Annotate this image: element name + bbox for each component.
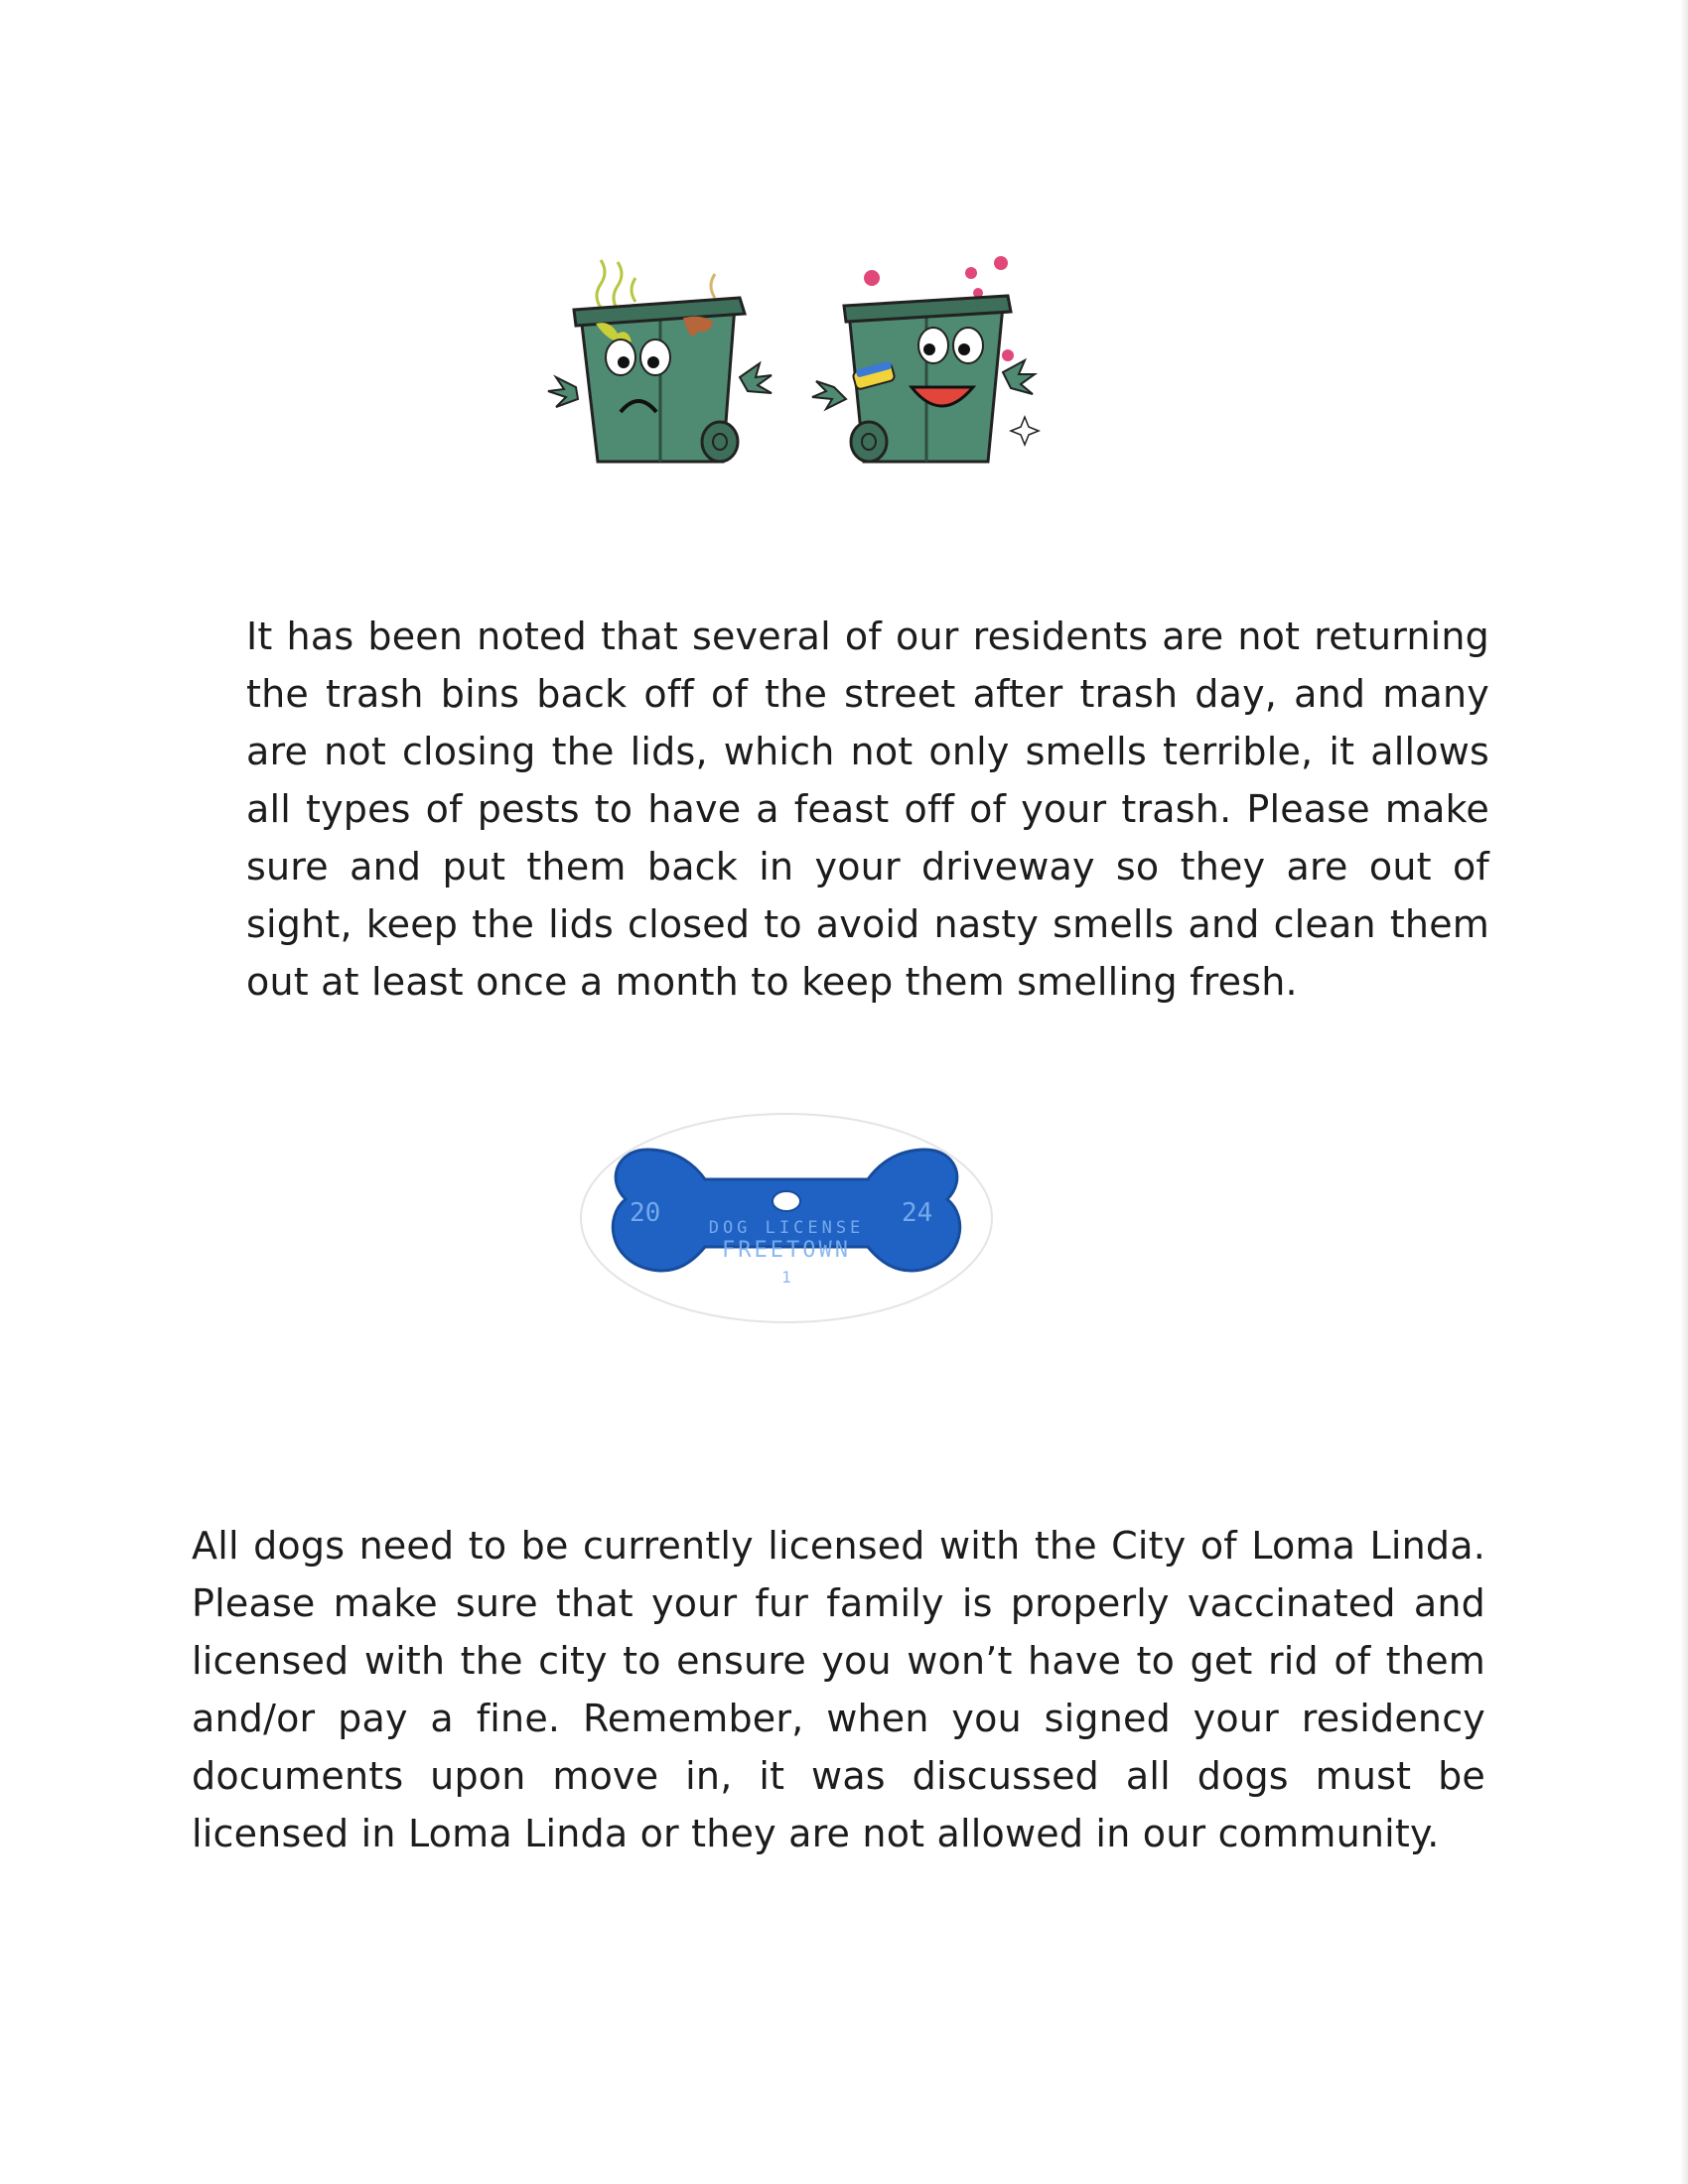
- tag-number: 1: [781, 1268, 791, 1287]
- tag-town-line: FREETOWN: [722, 1238, 851, 1263]
- trash-bins-illustration: [536, 238, 1053, 477]
- happy-trash-bin-icon: [812, 256, 1039, 462]
- page-edge-shadow: [1680, 0, 1688, 2184]
- tag-license-line: DOG LICENSE: [708, 1218, 865, 1238]
- dog-license-tag-image: [578, 1110, 995, 1326]
- trash-bin-notice-paragraph: It has been noted that several of our residents are not returning the trash bins back off of the street after trash day, and many are not closing the lids, which not only smells terrible, it allows all types of pests to have a feast off of your trash. Please make sure and put them back in your driveway so they are out of sight, keep the lids closed to avoid nasty smells and clean them out at least once a month to keep them smelling fresh.: [246, 614, 1489, 1004]
- dog-license-notice-paragraph: All dogs need to be currently licensed with the City of Loma Linda. Please make sure that your fur family is properly vaccinated and licensed with the city to ensure you won’t have to get rid of them and/or pay a fine. Remember, when you signed your residency documents upon move in, it was discussed all dogs must be licensed in Loma Linda or they are not allowed in our community.: [192, 1524, 1485, 1855]
- tag-year-left: 20: [630, 1198, 661, 1228]
- sad-trash-bin-icon: [548, 260, 772, 462]
- tag-year-right: 24: [902, 1198, 933, 1228]
